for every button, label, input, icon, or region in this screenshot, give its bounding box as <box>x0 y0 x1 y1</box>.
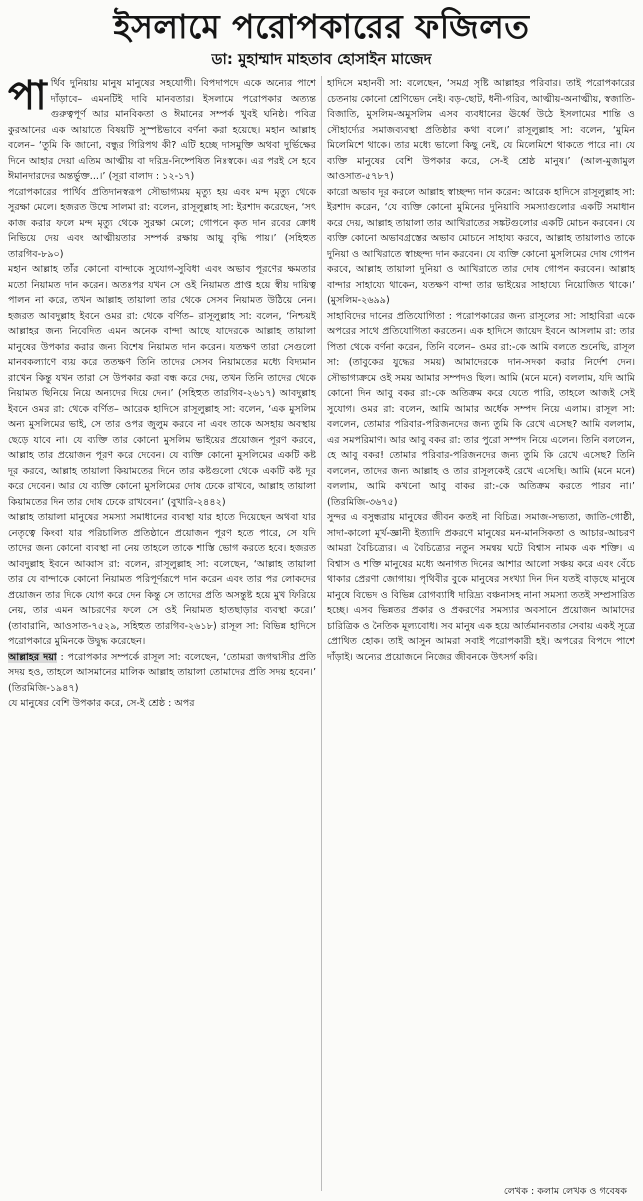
article-body <box>8 76 635 1191</box>
article-title: ইসলামে পরোপকারের ফজিলত <box>113 7 530 46</box>
author-note: লেখক : কলাম লেখক ও গবেষক <box>503 1186 627 1197</box>
column-divider <box>321 76 322 1191</box>
paragraph: হাদিসে মহানবী সা: বলেছেন, ‘সমগ্র সৃষ্টি আল্লাহর পরিবার। তাই পরোপকারের চেতনায় কোনো শ্রেণিভেদ নেই। বড়-ছোট, ধনী-গরিব, আত্মীয়-অনাত্মীয়, স্বজাতি-বিজাতি, মুসলিম-অমুসলিম এসব ব্যবধানের ঊর্ধ্বে উঠে ইসলামের শান্তি ও সৌহার্দ্যের সমাজব্যবস্থা প্রতিষ্ঠার কথা বলে।’ রাসূলুল্লাহ সা: বলেন, ‘মুমিন মিলেমিশে থাকে। তার মধ্যে ভালো কিছু নেই, যে মিলেমিশে থাকতে পারে না। যে ব্যক্তি মানুষের বেশি উপকার করে, সে-ই শ্রেষ্ঠ মানুষ।’ (আল-মুজামুল আওসাত-৫৭৮৭) <box>327 78 635 182</box>
subheading: আল্লাহর দয়া <box>8 651 57 663</box>
left-column <box>8 76 316 1191</box>
paragraph <box>8 650 316 697</box>
right-column <box>327 76 635 1191</box>
article-byline: ডা: মুহাম্মাদ মাহতাব হোসাইন মাজেদ <box>211 50 432 68</box>
paragraph: সুন্দর এ বসুন্ধরায় মানুষের জীবন কতই না বিচিত্র। সমাজ-সভ্যতা, জাতি-গোষ্ঠী, সাদা-কালো মূর্খ-জ্ঞানী ইত্যাদি প্রকরণে মানুষের মন-মানসিকতা ও আচার-আচরণ আমরা বৈচিত্র্যের। এ বৈচিত্র্যের নতুন সমন্বয় ঘটে বিশ্বাস নামক এক শক্তি। এ বিশ্বাস ও শক্তি মানুষের মধ্যে অনাগত দিনের আশার আলো সঞ্চয় করে এবং বেঁচে থাকার প্রেরণা জোগায়। পৃথিবীর বুকে মানুষের সংখ্যা দিন দিন যতই বাড়ছে মানুষে মানুষে বিভেদ ও বিভিন্ন রোগব্যাধি দারিদ্র্য বঞ্চনাসহ নানা সমস্যা ততই সম্প্রসারিত হচ্ছে। এসব ভিন্নতর প্রকার ও প্রকরণের সমস্যার অবসানে প্রয়োজন আমাদের চারিত্রিক ও নৈতিক মূল্যবোধ। সব মানুষ এক হয়ে আর্তমানবতার সেবায় একই সূত্রে প্রোথিত হোক। তাই আসুন আমরা সবাই পরোপকারী হই। অপরের বিপদে পাশে দাঁড়াই। অন্যের প্রয়োজনে নিজের জীবনকে উৎসর্গ করি। <box>327 512 635 663</box>
paragraph <box>8 76 316 185</box>
paragraph: মহান আল্লাহ তাঁর কোনো বান্দাকে সুযোগ-সুবিধা এবং অভাব পূরণের ক্ষমতার মতো নিয়ামত দান করেন। অতঃপর যখন সে ওই নিয়ামত প্রাপ্ত হয়ে স্বীয় দায়িত্ব পালন না করে, তখন আল্লাহ তায়ালা তার থেকে সেসব নিয়ামত উঠিয়ে নেন। হজরত আবদুল্লাহ ইবনে ওমর রা: থেকে বর্ণিত– রাসূলুল্লাহ সা: বলেন, ‘নিশ্চয়ই আল্লাহর জন্য নিবেদিত এমন অনেক বান্দা আছে যাদেরকে আল্লাহ তায়ালা মানুষের উপকার করার জন্য বিশেষ নিয়ামত দান করেন। যতক্ষণ তারা সেগুলো মানবকল্যাণে ব্যয় করে ততক্ষণ তিনি তাদের সেসব নিয়ামতের মধ্যে বিদ্যমান রাখেন কিন্তু যখন তারা সে উপকার করা বন্ধ করে দেয়, তখন তিনি তাদের থেকে নিয়ামত ছিনিয়ে নিয়ে অন্যদের দিয়ে দেন।’ (সহিহুত তারগিব-২৬১৭) আবদুল্লাহ ইবনে ওমর রা: থেকে বর্ণিত– আরেক হাদিসে রাসূলুল্লাহ সা: বলেন, ‘এক মুসলিম অন্য মুসলিমের ভাই, সে তার ওপর জুলুম করবে না এবং তাকে অসহায় অবস্থায় ছেড়ে যাবে না। যে ব্যক্তি তার কোনো মুসলিম ভাইয়ের প্রয়োজন পূরণ করবে, আল্লাহ তার প্রয়োজন পূরণ করে দেবেন। যে ব্যক্তি কোনো মুসলিমের একটি কষ্ট দূর করবে, আল্লাহ তায়ালা কিয়ামতের দিনে তার কষ্টগুলো থেকে একটি কষ্ট দূর করে দেবেন। আর যে ব্যক্তি কোনো মুসলিমের দোষ ঢেকে রাখবে, আল্লাহ তায়ালা কিয়ামতের দিন তার দোষ ঢেকে রাখবেন।’ (বুখারি-২৪৪২) <box>8 264 316 508</box>
paragraph: পরোপকারের পার্থিব প্রতিদানস্বরূপ সৌভাগ্যময় মৃত্যু হয় এবং মন্দ মৃত্যু থেকে সুরক্ষা মেলে। হজরত উম্মে সালমা রা: বলেন, রাসূলুল্লাহ সা: ইরশাদ করেছেন, ‘সৎ কাজ করার ফলে মন্দ মৃত্যু থেকে সুরক্ষা মেলে; গোপনে কৃত দান রবের ক্রোধ নিভিয়ে দেয় এবং আত্মীয়তার সম্পর্ক রক্ষায় আয়ু বৃদ্ধি পায়।’ (সহিহুত তারগিব-৮৯০) <box>8 186 316 260</box>
drop-cap: পা <box>8 76 47 119</box>
paragraph: সাহাবিদের দানের প্রতিযোগিতা : পরোপকারের জন্য রাসূলের সা: সাহাবিরা একে অপরের সাথে প্রতিযোগিতা করতেন। এক হাদিসে জায়েদ ইবনে আসলাম রা: তার পিতা থেকে বর্ণনা করেন, তিনি বলেন– ওমর রা:-কে আমি বলতে শুনেছি, রাসূল সা: (তাবুকের যুদ্ধের সময়) আমাদেরকে দান-সদকা করার নির্দেশ দেন। সৌভাগ্যক্রমে ওই সময় আমার সম্পদও ছিল। আমি (মনে মনে) বললাম, যদি আমি কোনো দিন আবু বকর রা:-কে অতিক্রম করে যেতে পারি, তাহলে আজই সেই সুযোগ। ওমর রা: বলেন, আমি আমার অর্ধেক সম্পদ নিয়ে এলাম। রাসূল সা: বললেন, তোমার পরিবার-পরিজনদের জন্য তুমি কি রেখে এসেছ? আমি বললাম, এর সমপরিমাণ। আর আবু বকর রা: তার পুরো সম্পদ নিয়ে এলেন। তিনি বললেন, হে আবু বকর! তোমার পরিবার-পরিজনদের জন্য তুমি কি রেখে এসেছ? তিনি বললেন, তাদের জন্য আল্লাহ ও তার রাসূলকেই রেখে এসেছি। আমি (মনে মনে) বললাম, আমি কখনো আবু বাকর রা:-কে অতিক্রম করতে পারব না।’ (তিরমিজি-৩৬৭৫) <box>327 310 635 508</box>
paragraph: যে মানুষের বেশি উপকার করে, সে-ই শ্রেষ্ঠ : অপর <box>8 698 195 709</box>
paragraph: আল্লাহ তায়ালা মানুষের সমস্যা সমাধানের ব্যবস্থা যার হাতে দিয়েছেন অথবা যার নেতৃত্বে কিংবা যার পরিচালিত প্রতিষ্ঠানে প্রয়োজন পূরণ হতে পারে, সে যদি তাদের জন্য কোনো ব্যবস্থা না নেয় তাহলে তাকে শাস্তি ভোগ করতে হবে। হজরত আবদুল্লাহ ইবনে আব্বাস রা: বলেন, রাসূলুল্লাহ সা: বলেছেন, ‘আল্লাহ তায়ালা তার যে বান্দাকে কোনো নিয়ামত পরিপূর্ণরূপে দান করেন এবং তার পর লোকদের প্রয়োজন তার দিকে যোগ করে দেন কিন্তু সে তাদের প্রতি অসন্তুষ্ট হয়ে মুখ ফিরিয়ে নেয়, তার এমন আচরণের ফলে সে ওই নিয়ামত হাতছাড়ার ব্যবস্থা করে।’ (তাবারানি, আওসাত-৭৫২৯, সহিহুত তারগিব-২৬১৮) রাসূল সা: বিভিন্ন হাদিসে পরোপকারে মুমিনকে উদ্বুদ্ধ করেছেন। <box>8 512 316 647</box>
paragraph: কারো অভাব দূর করলে আল্লাহ স্বাচ্ছন্দ্য দান করেন: আরেক হাদিসে রাসূলুল্লাহ সা: ইরশাদ করেন, ‘যে ব্যক্তি কোনো মুমিনের দুনিয়াবি সমস্যাগুলোর একটি সমাধান করে দেয়, আল্লাহ তায়ালা তার আখিরাতের সঙ্কটগুলোর একটি মোচন করবেন। যে ব্যক্তি কোনো অভাবগ্রস্তের অভাব মোচনে সাহায্য করবে, আল্লাহ তায়ালাও তাকে দুনিয়া ও আখিরাতে স্বাচ্ছন্দ্য দান করবেন। যে ব্যক্তি কোনো মুসলিমের দোষ গোপন করবে, আল্লাহ তায়ালা দুনিয়া ও আখিরাতে তার দোষ গোপন করবেন। আল্লাহ বান্দার সাহায্যে থাকেন, যতক্ষণ বান্দা তার ভাইয়ের সাহায্যে নিয়োজিত থাকে।’ (মুসলিম-২৬৯৯) <box>327 186 635 306</box>
paragraph-text: র্থিব দুনিয়ায় মানুষ মানুষের সহযোগী। বিপদাপদে একে অন্যের পাশে দাঁড়াবে– এমনটিই দাবি মানবতার। ইসলামে পরোপকার অত্যন্ত গুরুত্বপূর্ণ আর মানবিকতা ও ঈমানের সম্পর্ক খুবই ঘনিষ্ঠ। পবিত্র কুরআনের এক আয়াতে বিষয়টি সুস্পষ্টভাবে বর্ণনা করা হয়েছে। মহান আল্লাহ বলেন– ‘তুমি কি জানো, বন্ধুর গিরিপথ কী? এটি হচ্ছে দাসমুক্তি অথবা দুর্ভিক্ষের দিনে আহার দেয়া এতিম আত্মীয় বা দরিদ্র-নিষ্পেষিত নিঃস্বকে। এর পরই সে হবে ঈমানদারদের অন্তর্ভুক্ত...।’ (সূরা বালাদ : ১২-১৭) <box>8 78 316 182</box>
paragraph-text: : পরোপকার সম্পর্কে রাসূল সা: বলেছেন, ‘তোমরা জগদ্বাসীর প্রতি সদয় হও, তাহলে আসমানের মালিক আল্লাহ তায়ালা তোমাদের প্রতি সদয় হবেন।’ (তিরমিজি-১৯৪৭) <box>8 651 316 694</box>
